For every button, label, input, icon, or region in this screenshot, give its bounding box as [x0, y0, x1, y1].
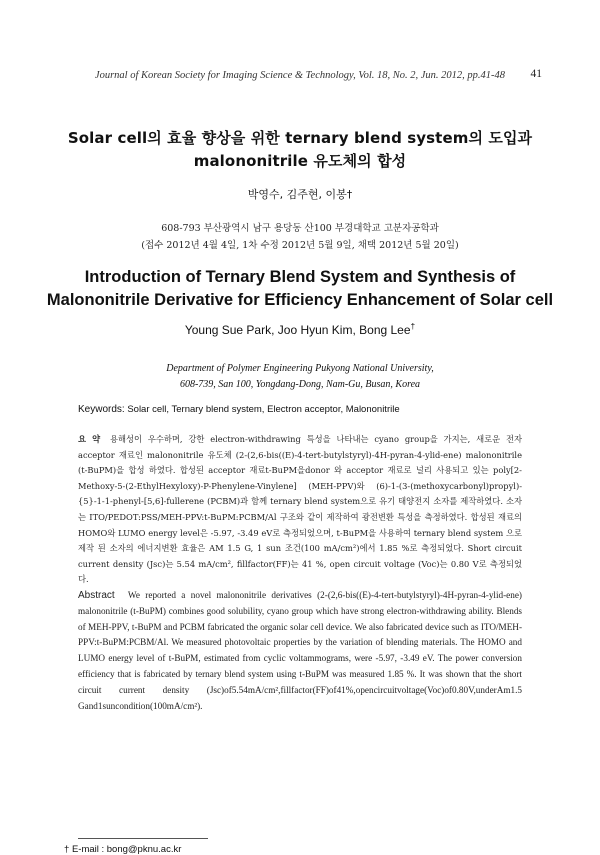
- korean-title-line-2: malononitrile 유도체의 합성: [193, 152, 407, 170]
- korean-title: [0, 127, 600, 173]
- korean-author-names: 박영수, 김주현, 이봉: [247, 188, 347, 201]
- footnote: [64, 844, 181, 855]
- korean-abstract: [78, 432, 522, 588]
- keywords: [78, 404, 522, 415]
- corresponding-author-mark: †: [346, 188, 353, 201]
- korean-title-line-1: Solar cell의 효율 향상을 위한 ternary blend system의 도입과: [67, 129, 533, 147]
- english-title-line-1: Introduction of Ternary Blend System and Synthesis of: [84, 268, 516, 286]
- footnote-email[interactable]: E-mail : bong@pknu.ac.kr: [71, 844, 182, 855]
- english-affiliation-department: Department of Polymer Engineering Pukyong National University,: [166, 363, 434, 374]
- english-corresponding-author-mark: †: [410, 321, 416, 331]
- page-number: 41: [530, 68, 542, 80]
- english-author-names: Young Sue Park, Joo Hyun Kim, Bong Lee: [184, 323, 411, 337]
- english-title: [0, 266, 600, 312]
- english-affiliation-address: 608-739, San 100, Yongdang-Dong, Nam-Gu, Busan, Korea: [179, 379, 421, 390]
- english-authors: [0, 321, 600, 337]
- korean-affiliation: [0, 220, 600, 254]
- received-dates: (접수 2012년 4월 4일, 1차 수정 2012년 5월 9일, 채택 2012년 5월 20일): [141, 240, 459, 251]
- english-abstract-text: We reported a novel malononitrile derivatives (2-(2,6-bis((E)-4-tert-butylstyryl)-4H-pyran-4-ylid-ene) malononitrile (t-BuPM) combines good solubility, cyano group which have strong electron-withdrawing ability. Blends of MEH-PPV, t-BuPM and PCBM fabricated the organic solar cell device. We also fabricated device such as ITO/MEH-PPV:t-BuPM:PCBM/Al. We measured photovoltaic properties by the variation of blending materials. The HOMO and LUMO energy level of t-BuPM, estimated from cyclic voltammograms, were -5.97, -3.49 eV. The power conversion efficiency that is fabricated by ternary blend system using t-BuPM was measured 1.85 %. It was shown that the short circuit current density (Jsc)of5.54mA/cm²,fillfactor(FF)of41%,opencircuitvoltage(Voc)of0.80V,underAm1.5 Gand1suncondition(100mA/cm²).: [78, 590, 522, 711]
- english-title-line-2: Malononitrile Derivative for Efficiency Enhancement of Solar cell: [46, 291, 554, 309]
- korean-affiliation-address: 608-793 부산광역시 남구 용당동 산100 부경대학교 고분자공학과: [161, 223, 439, 234]
- keywords-text: Solar cell, Ternary blend system, Electron acceptor, Malononitrile: [124, 404, 400, 415]
- keywords-label: Keywords:: [78, 404, 125, 415]
- journal-header: Journal of Korean Society for Imaging Science & Technology, Vol. 18, No. 2, Jun. 2012, pp.41-48: [94, 70, 506, 81]
- korean-abstract-label: 요 약: [78, 434, 101, 444]
- korean-abstract-text: 용해성이 우수하며, 강한 electron-withdrawing 특성을 나타내는 cyano group을 가지는, 새로운 전자 acceptor 재료인 malononitrile 유도체 (2-(2,6-bis((E)-4-tert-butylstyryl)-4H-pyran-4-ylid-ene) malononitrile (t-BuPM)을 합성 하였다. 합성된 acceptor 재료t-BuPM을donor 와 acceptor 재료로 널리 사용되고 있는 poly[2-Methoxy-5-(2-EthylHexyloxy)-P-Phenylene-Vinylene] (MEH-PPV)와 (6)-1-(3-(methoxycarbonyl)propyl)-{5}-1-1-phenyl-[5,6]-fullerene (PCBM)과 함께 ternary blend system으로 유기 태양전지 소자를 제작하였다. 소자는 ITO/PEDOT:PSS/MEH-PPV:t-BuPM:PCBM/Al 구조와 같이 제작하여 광전변환 특성을 측정하였다. 합성된 재료의 HOMO와 LUMO energy level은 -5.97, -3.49 eV로 측정되었으며, t-BuPM을 사용하여 ternary blend system 으로 제작 된 소자의 에너지변환 효율은 AM 1.5 G, 1 sun 조건(100 mA/cm²)에서 1.85 %로 측정되었다. Short circuit current density (Jsc)는 5.54 mA/cm², fillfactor(FF)는 41 %, open circuit voltage (Voc)는 0.80 V로 측정되었다.: [78, 434, 522, 585]
- footnote-mark: †: [64, 844, 70, 855]
- english-abstract: [78, 588, 522, 714]
- korean-authors: [0, 186, 600, 202]
- english-abstract-label: Abstract: [78, 590, 115, 601]
- footnote-rule: [78, 838, 208, 839]
- english-affiliation: [0, 361, 600, 393]
